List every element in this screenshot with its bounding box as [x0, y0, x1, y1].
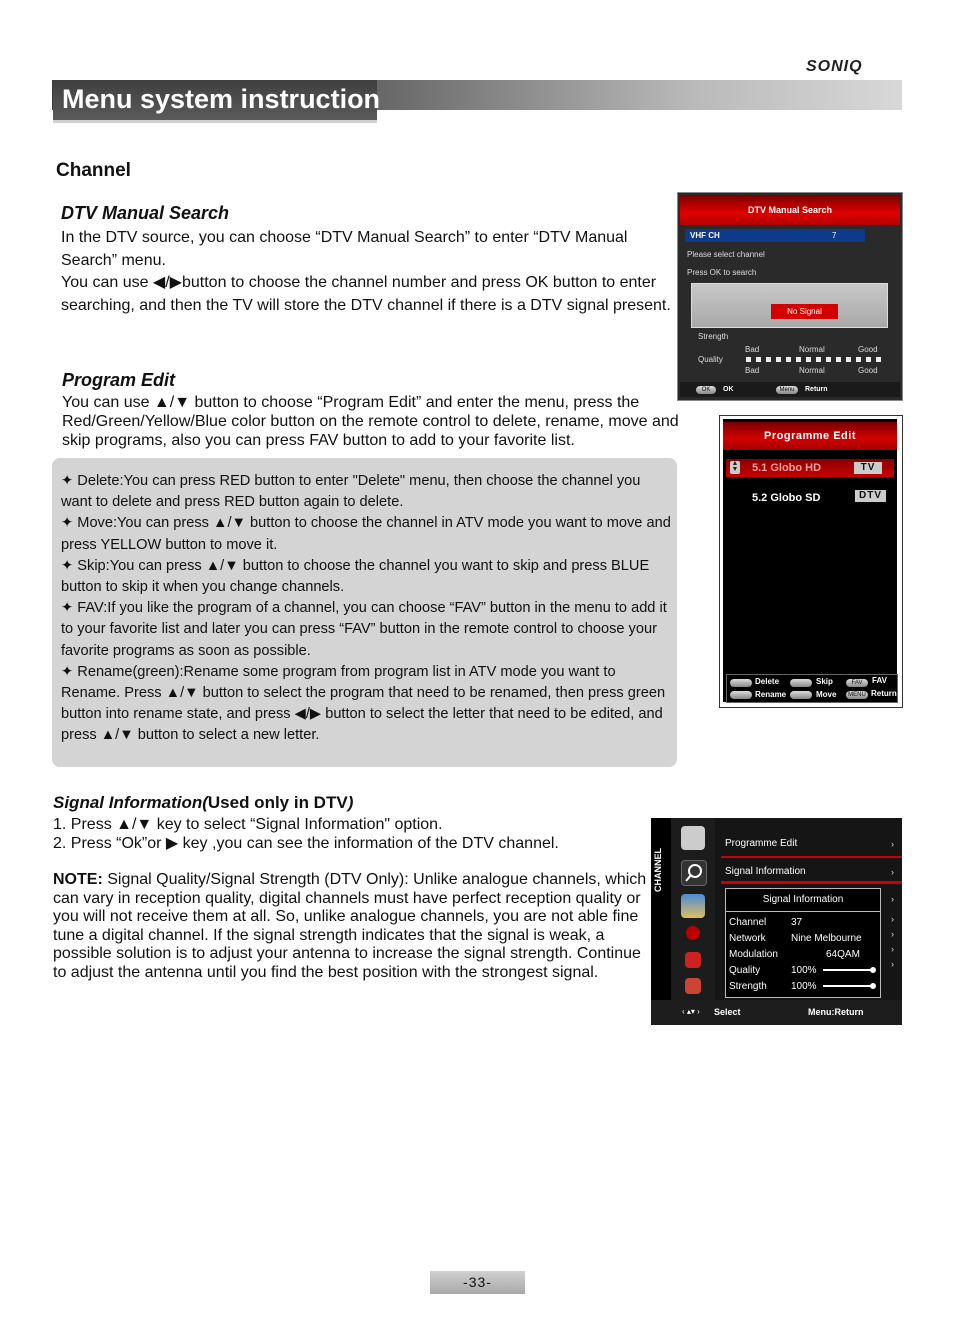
image-icon	[681, 894, 705, 918]
strength-bad: Bad	[745, 345, 760, 354]
signal-dot	[836, 357, 841, 362]
menu-button-icon: Menu	[776, 386, 798, 394]
ok-button-icon: OK	[696, 386, 716, 394]
channel-label: Channel	[729, 917, 767, 928]
menu-item-signal-information[interactable]: Signal Information	[725, 866, 806, 877]
return-label: Return	[805, 386, 828, 393]
signal-info-popup	[725, 888, 881, 998]
dtv-manual-search-heading: DTV Manual Search	[61, 203, 230, 223]
quality-label: Quality	[698, 355, 723, 364]
menu-icon-column	[671, 818, 715, 1000]
brand-logo: SONIQ	[806, 58, 863, 75]
note-delete: ✦ Delete:You can press RED button to enter "Delete" menu, then choose the channel you want to delete and press RED button again to delete.	[61, 473, 641, 511]
signal-dot	[756, 357, 761, 362]
dtv-screen-title: DTV Manual Search	[680, 195, 900, 225]
menu-highlight	[721, 881, 902, 884]
no-signal-label: No Signal	[771, 304, 838, 319]
dtv-manual-search-para1: In the DTV source, you can choose “DTV Manual Search” to enter “DTV Manual Search” menu.	[61, 229, 628, 269]
signal-dot	[806, 357, 811, 362]
quality-bar	[823, 969, 873, 971]
signal-dot	[876, 357, 881, 362]
page-title: Menu system instruction	[62, 84, 381, 114]
program-edit-heading: Program Edit	[62, 370, 176, 390]
signal-info-heading-close: )	[347, 793, 354, 812]
note-skip: ✦ Skip:You can press ▲/▼ button to choose the channel you want to skip and press BLUE button to skip it when you change channels.	[61, 557, 650, 596]
chevron-right-icon: ›	[891, 944, 894, 954]
programme-edit-panel	[723, 419, 897, 702]
signal-info-heading-italic: Signal Information(	[53, 793, 208, 812]
dtv-line1: Please select channel	[687, 250, 765, 259]
network-label: Network	[729, 933, 766, 944]
chevron-right-icon: ›	[891, 867, 894, 877]
quality-bad: Bad	[745, 366, 760, 375]
vhf-channel-row	[685, 229, 865, 242]
signal-screen-footer	[651, 1000, 902, 1025]
quality-label: Quality	[729, 965, 761, 976]
strength-normal: Normal	[799, 345, 825, 354]
signal-info-step2: 2. Press “Ok”or ▶ key ,you can see the information of the DTV channel.	[53, 835, 559, 852]
ok-label: OK	[723, 386, 734, 393]
chevron-right-icon: ›	[891, 959, 894, 969]
network-value: Nine Melbourne	[791, 933, 862, 944]
signal-dot	[746, 357, 751, 362]
section-heading: Channel	[56, 160, 131, 181]
chevron-right-icon: ›	[891, 894, 894, 904]
signal-dot	[786, 357, 791, 362]
chevron-right-icon: ›	[891, 839, 894, 849]
note-fav: ✦ FAV:If you like the program of a channel, you can choose “FAV” button in the menu to add it to your favorite list and later you can press “FAV” button in the remote control to choose your favorite programs as soon as possible.	[61, 600, 667, 659]
programme-edit-screenshot	[719, 415, 903, 708]
vhf-label: VHF CH	[690, 231, 720, 240]
quality-normal: Normal	[799, 366, 825, 375]
dtv-manual-search-para2: You can use ◀/▶button to choose the channel number and press OK button to enter searching, and then the TV will store the DTV channel if there is a DTV signal present.	[61, 274, 671, 314]
return-label: Return	[871, 689, 897, 698]
quality-good: Good	[858, 366, 878, 375]
signal-dot	[766, 357, 771, 362]
move-label: Move	[816, 690, 837, 699]
fav-button-icon: FAV	[846, 679, 868, 687]
chevron-right-icon: ›	[891, 914, 894, 924]
vhf-value: 7	[832, 231, 837, 240]
fav-label: FAV	[872, 676, 887, 685]
strength-good: Good	[858, 345, 878, 354]
signal-info-note	[53, 871, 648, 983]
programme-row1-badge: TV	[854, 462, 882, 474]
footer-return-label: Menu:Return	[808, 1007, 864, 1017]
modulation-value: 64QAM	[826, 949, 860, 960]
setup-icon	[685, 978, 701, 994]
modulation-label: Modulation	[729, 949, 778, 960]
updown-icon: ▲ ▼	[731, 460, 739, 473]
red-button-icon	[730, 679, 752, 687]
green-button-icon	[730, 691, 752, 699]
note-move: ✦ Move:You can press ▲/▼ button to choose the channel in ATV mode you want to move and press YELLOW button to move it.	[61, 515, 671, 553]
dtv-manual-search-screenshot	[677, 192, 903, 401]
blue-button-icon	[790, 679, 812, 687]
dtv-line2: Press OK to search	[687, 268, 757, 277]
quality-value: 100%	[791, 965, 817, 976]
programme-row2-badge: DTV	[855, 490, 886, 502]
signal-dot	[826, 357, 831, 362]
signal-dot	[846, 357, 851, 362]
signal-info-heading-bold: Used only in DTV	[207, 793, 348, 812]
strength-label: Strength	[729, 981, 767, 992]
chevron-right-icon: ›	[891, 929, 894, 939]
strength-bar-knob	[870, 983, 876, 989]
strength-bar	[823, 985, 873, 987]
quality-bar-knob	[870, 967, 876, 973]
notes-list	[61, 471, 673, 747]
dtv-signal-panel	[691, 283, 888, 328]
signal-info-popup-title: Signal Information	[726, 889, 880, 912]
channel-value: 37	[791, 917, 803, 928]
picture-icon	[681, 826, 705, 850]
rename-label: Rename	[755, 690, 787, 699]
menu-divider	[721, 856, 902, 858]
lock-icon	[685, 952, 701, 968]
strength-label: Strength	[698, 332, 729, 341]
note-label: NOTE:	[53, 871, 103, 888]
signal-information-screenshot	[651, 818, 902, 1025]
signal-dot	[856, 357, 861, 362]
navigation-arrows-icon: ‹ ▴▾ ›	[682, 1007, 700, 1016]
programme-edit-footer	[726, 674, 898, 703]
channel-side-tab	[651, 818, 671, 1000]
signal-dot	[866, 357, 871, 362]
menu-button-icon: MENU	[846, 691, 868, 699]
delete-label: Delete	[755, 677, 780, 686]
skip-label: Skip	[816, 677, 833, 686]
disc-icon	[686, 926, 700, 940]
yellow-button-icon	[790, 691, 812, 699]
footer-select-label: Select	[714, 1007, 741, 1017]
note-text: Signal Quality/Signal Strength (DTV Only): Unlike analogue channels, which can vary in reception quality, digital channels must have perfect reception quality or you will not receive them at all. So, unlike analogue channels, you are not able fine tune a digital channel. If the signal strength indicates that the signal is weak, a possible solution is to adjust your antenna to increase the signal strength. Continue to adjust the antenna until you find the best position with the strongest signal.	[53, 871, 647, 981]
signal-dot	[816, 357, 821, 362]
search-icon	[681, 860, 707, 886]
programme-row-selected	[726, 459, 894, 477]
menu-item-programme-edit[interactable]: Programme Edit	[725, 838, 798, 849]
strength-value: 100%	[791, 981, 817, 992]
signal-info-heading	[53, 793, 353, 813]
dtv-footer	[680, 382, 900, 397]
signal-dot	[796, 357, 801, 362]
note-rename: ✦ Rename(green):Rename some program from program list in ATV mode you want to Rename. Press ▲/▼ button to select the program that need to be renamed, then press green button into rename state, and press ◀/▶ button to select the letter that need to be edited, and press ▲/▼ button to select a new letter.	[61, 663, 666, 744]
page-number: -33-	[430, 1271, 525, 1294]
signal-dot	[776, 357, 781, 362]
signal-info-step1: 1. Press ▲/▼ key to select “Signal Information" option.	[53, 816, 443, 833]
program-edit-para: You can use ▲/▼ button to choose “Program Edit” and enter the menu, press the Red/Green/Yellow/Blue color button on the remote control to delete, rename, move and skip programs, also you can press FAV button to add to your favorite list.	[62, 394, 679, 449]
programme-row2-name: 5.2 Globo SD	[752, 492, 821, 504]
programme-row1-name: 5.1 Globo HD	[752, 462, 822, 474]
programme-edit-title: Programme Edit	[723, 422, 897, 450]
channel-side-label: CHANNEL	[653, 848, 663, 892]
